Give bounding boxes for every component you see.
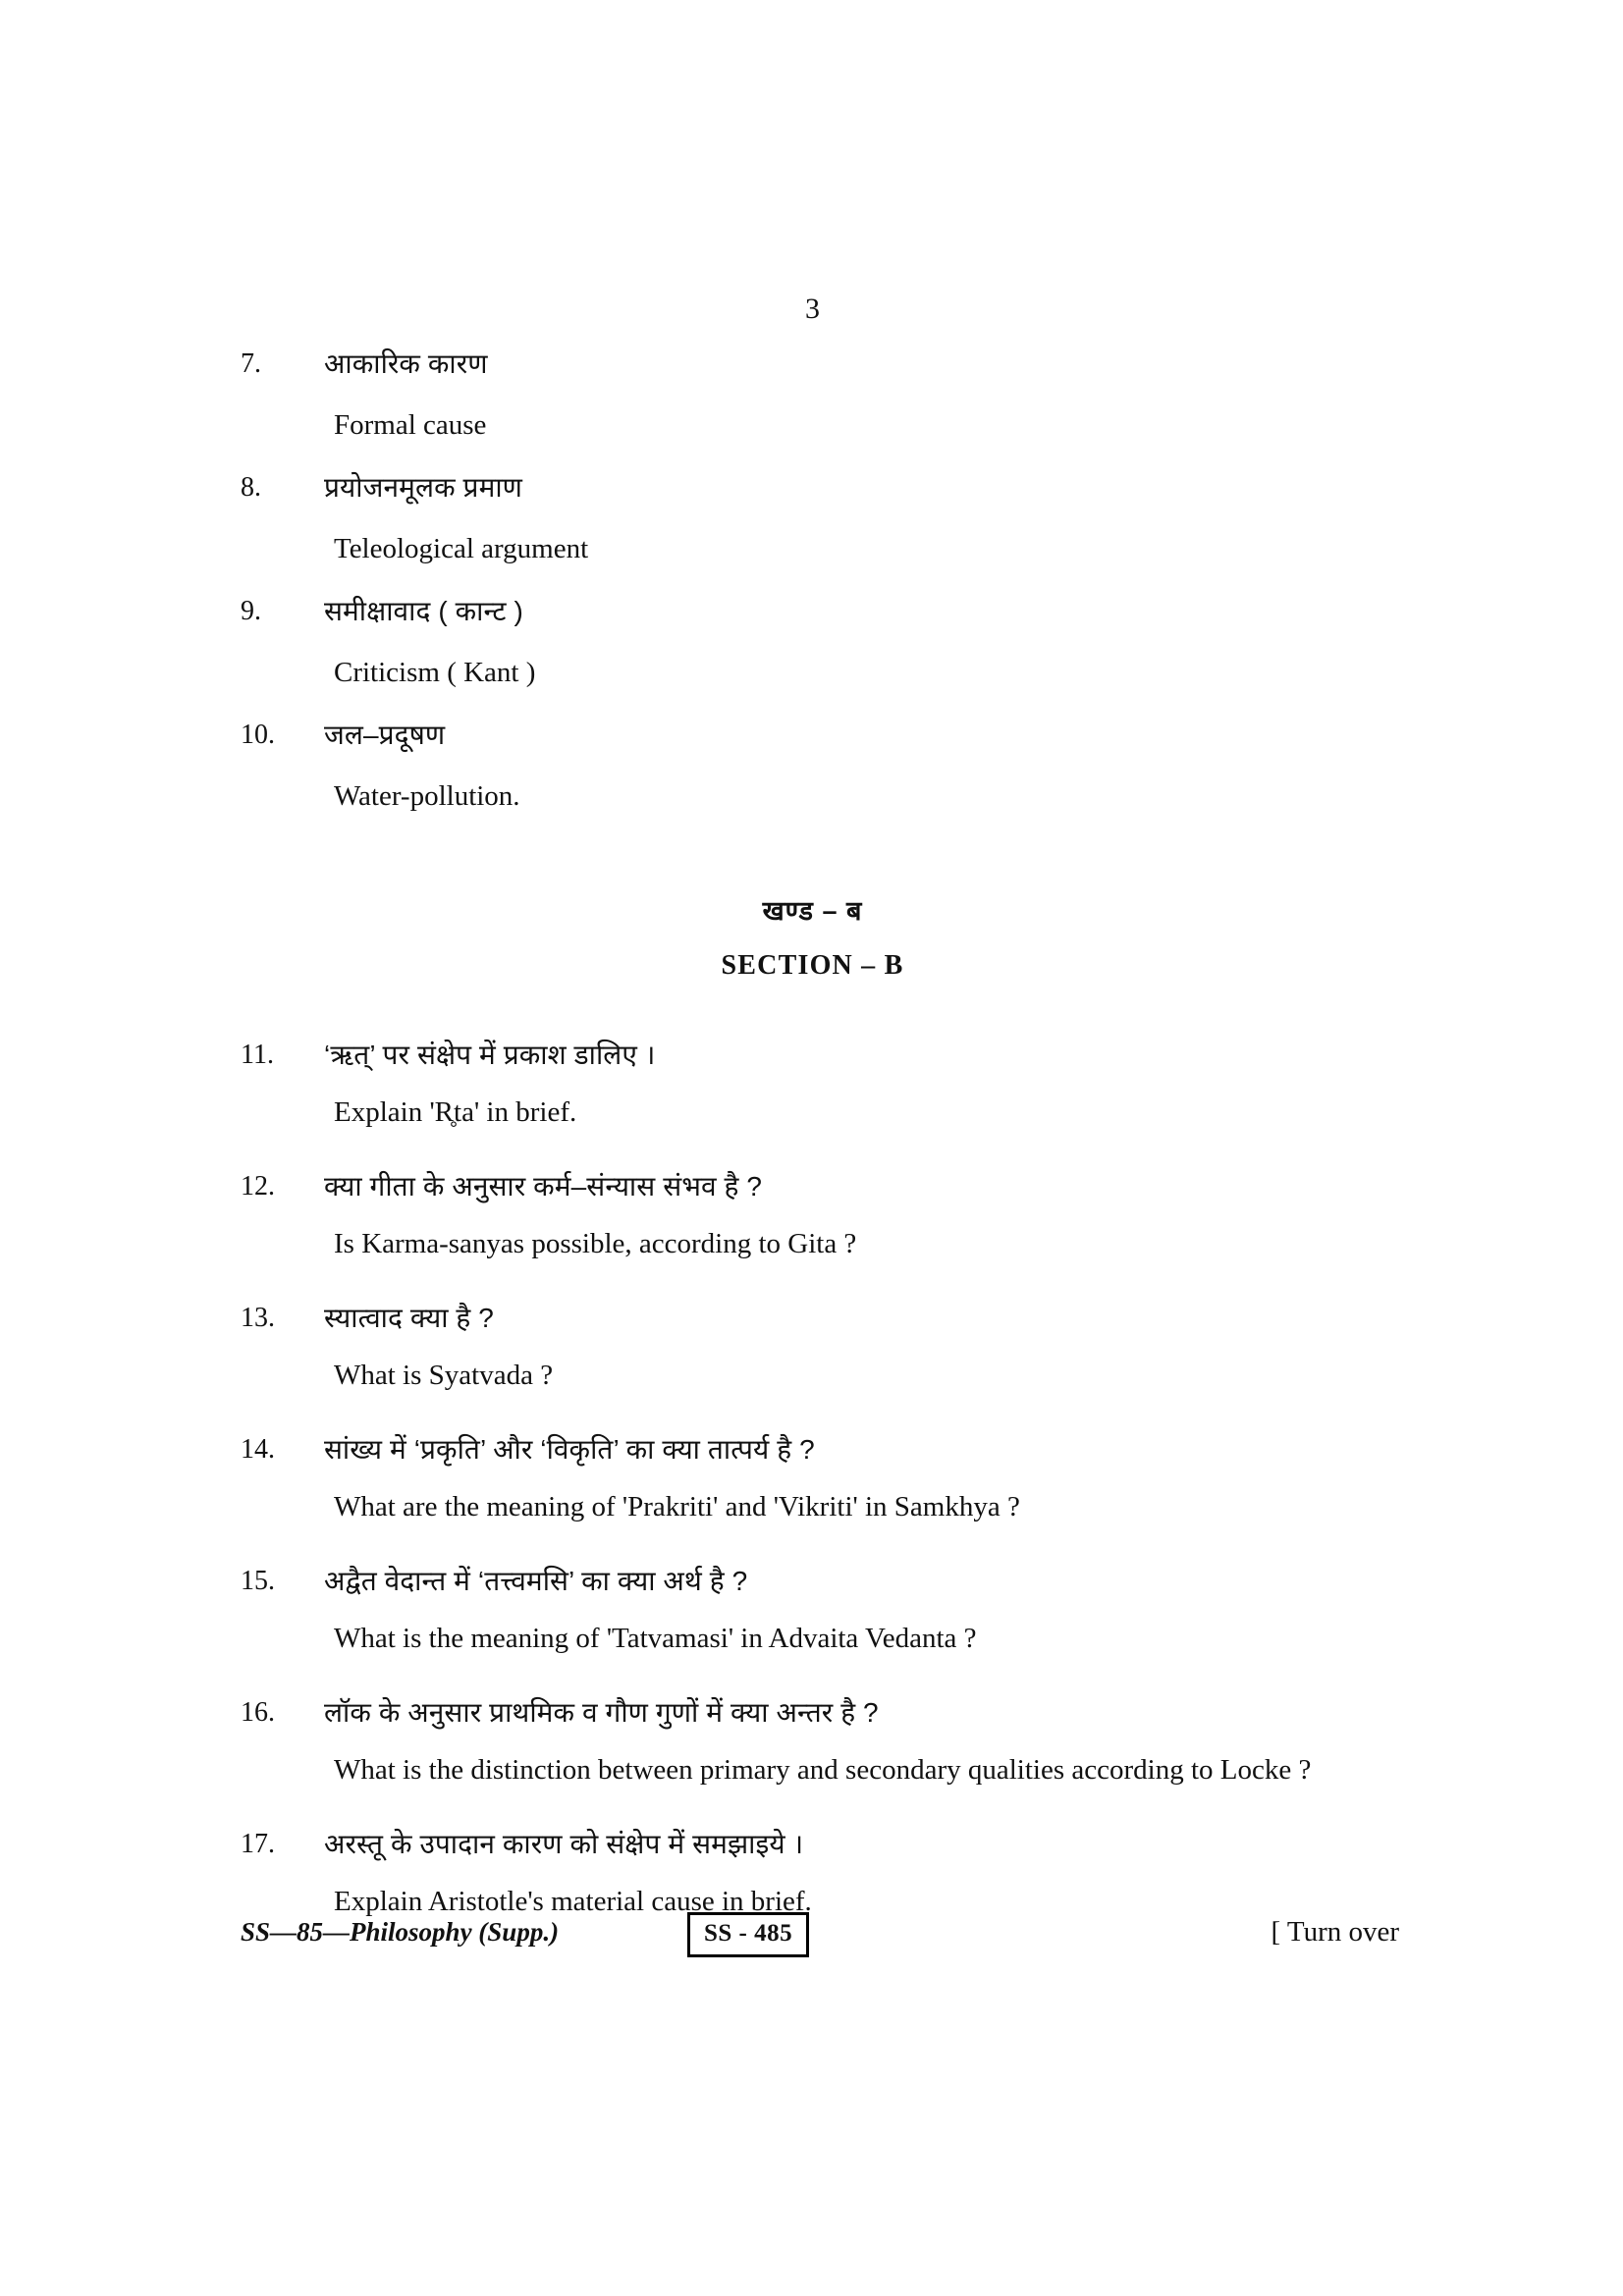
question-number: 15.	[241, 1566, 275, 1596]
question-item	[241, 1421, 1384, 1535]
question-text-english: Explain Aristotle's material cause in brief.	[334, 1886, 812, 1917]
question-item	[241, 581, 1384, 703]
question-text-english: What are the meaning of 'Prakriti' and 'Vikriti' in Samkhya ?	[334, 1491, 1020, 1522]
section-b-items-list	[241, 1027, 1384, 1930]
question-text-hindi: जल–प्रदूषण	[324, 720, 446, 750]
question-text-english: Teleological argument	[334, 533, 589, 564]
question-number: 7.	[241, 348, 261, 379]
question-text-english: Explain 'R̥ta' in brief.	[334, 1096, 577, 1128]
question-number: 16.	[241, 1697, 275, 1728]
page-content	[241, 294, 1384, 1948]
question-item	[241, 1027, 1384, 1141]
question-text-english: Criticism ( Kant )	[334, 657, 536, 688]
question-number: 13.	[241, 1303, 275, 1333]
question-text-english: Formal cause	[334, 409, 487, 441]
section-b-heading-english: SECTION – B	[721, 950, 904, 981]
question-number: 8.	[241, 472, 261, 503]
question-text-english: Water-pollution.	[334, 780, 520, 812]
question-number: 11.	[241, 1040, 274, 1070]
question-item	[241, 457, 1384, 579]
question-text-english: What is the meaning of 'Tatvamasi' in Advaita Vedanta ?	[334, 1623, 977, 1654]
question-text-hindi: अरस्तू के उपादान कारण को संक्षेप में समझाइये ।	[324, 1829, 804, 1859]
question-item	[241, 334, 1384, 455]
section-a-items-list	[241, 334, 1384, 827]
question-text-hindi: स्यात्वाद क्या है ?	[324, 1303, 494, 1333]
question-text-hindi: लॉक के अनुसार प्राथमिक व गौण गुणों में क्या अन्तर है ?	[324, 1697, 879, 1728]
question-number: 9.	[241, 596, 261, 626]
section-b-heading	[241, 883, 1384, 993]
question-item	[241, 1158, 1384, 1272]
question-text-english: Is Karma-sanyas possible, according to Gita ?	[334, 1228, 857, 1259]
question-text-english: What is Syatvada ?	[334, 1360, 554, 1391]
question-text-hindi: समीक्षावाद ( कान्ट )	[324, 596, 523, 626]
question-text-hindi: सांख्य में ‘प्रकृति’ और ‘विकृति’ का क्या तात्पर्य है ?	[324, 1434, 815, 1465]
question-item	[241, 1684, 1384, 1798]
question-number: 17.	[241, 1829, 275, 1859]
question-number: 14.	[241, 1434, 275, 1465]
question-item	[241, 705, 1384, 827]
footer-subject-code: SS—85—Philosophy (Supp.)	[241, 1917, 560, 1947]
question-text-hindi: ‘ऋत्’ पर संक्षेप में प्रकाश डालिए ।	[324, 1040, 656, 1070]
question-text-hindi: प्रयोजनमूलक प्रमाण	[324, 472, 523, 503]
question-text-hindi: क्या गीता के अनुसार कर्म–संन्यास संभव है ?	[324, 1171, 763, 1201]
page-number: 3	[805, 293, 820, 325]
question-item	[241, 1553, 1384, 1667]
question-text-hindi: आकारिक कारण	[324, 348, 488, 379]
footer-turn-over: [ Turn over	[1271, 1916, 1399, 1948]
footer-paper-code-box: SS - 485	[687, 1912, 809, 1957]
question-text-english: What is the distinction between primary and secondary qualities according to Locke ?	[334, 1754, 1312, 1786]
question-number: 12.	[241, 1171, 275, 1201]
page-footer	[241, 1910, 1399, 1959]
question-item	[241, 1290, 1384, 1404]
question-text-hindi: अद्वैत वेदान्त में ‘तत्त्वमसि’ का क्या अर्थ है ?	[324, 1566, 748, 1596]
question-number: 10.	[241, 720, 275, 750]
section-b-heading-hindi: खण्ड – ब	[762, 896, 863, 926]
